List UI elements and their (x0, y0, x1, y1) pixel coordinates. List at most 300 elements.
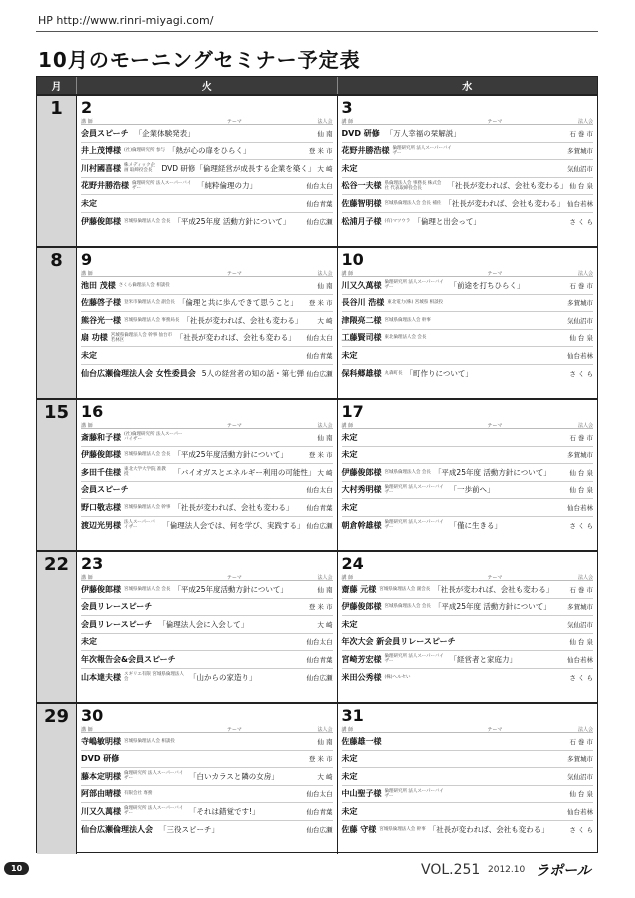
speaker-name: 会員スピーチ (81, 485, 129, 495)
chapter-col-label: 法人会 (317, 119, 333, 125)
seminar-theme: 「純粋倫理の力」 (197, 181, 257, 191)
speaker-affiliation: 宮城県倫理法人会 会長 (384, 604, 431, 610)
speaker-affiliation: 有限会社 専務 (124, 791, 153, 797)
site-url: HP http://www.rinri-miyagi.com/ (38, 14, 214, 27)
chapter-name: 仙台青葉 (306, 199, 333, 208)
chapter-name: 石 巻 市 (569, 129, 593, 138)
speaker-affiliation: (社)倫理研究所 参与 (124, 148, 165, 154)
seminar-row (81, 768, 333, 786)
header-wednesday: 水 (462, 82, 473, 93)
seminar-theme: 「平成25年度活動方針について」 (173, 584, 288, 594)
speaker-name: 未定 (341, 432, 358, 442)
seminar-row (81, 447, 333, 465)
speaker-name: 松浦月子様 (341, 216, 382, 226)
speaker-col-label: 講 師 (81, 575, 93, 581)
speaker-name: 未定 (81, 350, 97, 360)
speaker-name: 保科郷雄様 (341, 368, 382, 378)
chapter-col-label: 法人会 (577, 423, 593, 429)
speaker-name: 未定 (81, 198, 97, 208)
chapter-col-label: 法人会 (577, 271, 593, 277)
chapter-name: 大 崎 (317, 620, 333, 629)
speaker-affiliation: 丸森町長 (384, 370, 403, 376)
chapter-name: 仙 台 泉 (569, 468, 593, 477)
chapter-name: 仙台広瀬 (306, 521, 333, 530)
speaker-name: 伊藤俊郎様 (81, 584, 121, 594)
seminar-theme: 「社長が変われば、会社も変わる」 (444, 198, 565, 208)
seminar-theme: 「社長が変われば、会社も変わる」 (433, 584, 554, 594)
speaker-affiliation: 宮城県倫理法人会 幹事 (384, 317, 431, 323)
tuesday-cell (77, 704, 338, 854)
seminar-row (342, 821, 594, 839)
week-row (37, 550, 597, 702)
seminar-row (81, 464, 333, 482)
column-headers (81, 270, 333, 277)
seminar-row (342, 213, 594, 231)
seminar-row (81, 482, 333, 500)
seminar-row (81, 429, 333, 447)
week-row (37, 702, 597, 854)
speaker-name: 川又久萬様 (81, 806, 121, 816)
day-number: 9 (81, 250, 93, 269)
day-number: 3 (341, 98, 353, 117)
seminar-row (81, 669, 333, 687)
speaker-name: 阿部由晴様 (81, 789, 121, 799)
speaker-name: 宮崎芳宏様 (341, 654, 382, 664)
speaker-name: 未定 (341, 163, 358, 173)
monday-date: 22 (37, 552, 77, 702)
theme-col-label: テーマ (487, 271, 503, 277)
speaker-affiliation: 宮城県倫理法人会 事務局長 (124, 317, 180, 323)
speaker-name: 会員リレースピーチ (81, 602, 153, 612)
seminar-row (342, 429, 594, 447)
chapter-col-label: 法人会 (577, 119, 593, 125)
chapter-name: 仙台青葉 (306, 351, 333, 360)
speaker-name: 米田公秀様 (341, 672, 382, 682)
chapter-name: 多賀城市 (567, 299, 593, 308)
seminar-row (342, 195, 594, 213)
speaker-name: 年次報告会&会員スピーチ (81, 654, 176, 664)
chapter-name: 仙台若林 (567, 351, 593, 360)
seminar-row (81, 195, 333, 213)
chapter-name: 仙台若林 (567, 807, 593, 816)
speaker-col-label: 講 師 (81, 423, 93, 429)
speaker-name: 川村國喜様 (81, 163, 121, 173)
chapter-name: 仙 南 (317, 737, 333, 746)
speaker-affiliation: 東北倫理法人会 会長 (384, 335, 427, 341)
speaker-name: 齋藤 元様 (341, 584, 377, 594)
column-headers (342, 118, 594, 125)
seminar-theme: 「社長が変われば、会社も変わる」 (175, 333, 296, 343)
chapter-name: 仙 台 泉 (569, 334, 593, 343)
column-headers (342, 574, 594, 581)
day-number: 17 (341, 402, 364, 421)
speaker-name: 未定 (341, 619, 358, 629)
seminar-row (342, 599, 594, 617)
chapter-name: 気仙沼市 (567, 772, 593, 781)
wednesday-cell (338, 704, 598, 854)
wednesday-cell (338, 96, 598, 246)
chapter-name: 仙台若林 (567, 199, 593, 208)
speaker-name: 野口敬志様 (81, 502, 121, 512)
speaker-affiliation: 宮城県倫理法人会 会長 (124, 452, 171, 458)
theme-col-label: テーマ (226, 271, 242, 277)
speaker-col-label: 講 師 (81, 271, 93, 277)
seminar-row (342, 178, 594, 196)
chapter-name: 仙台広瀬 (306, 369, 333, 378)
seminar-row (342, 365, 594, 383)
speaker-name: 伊藤俊郎様 (81, 450, 121, 460)
seminar-row (342, 768, 594, 786)
theme-col-label: テーマ (487, 119, 503, 125)
speaker-affiliation: 株メディック企画 取締役会長 (124, 163, 156, 174)
speaker-name: 扇 功様 (81, 333, 108, 343)
chapter-name: 仙台太白 (306, 334, 333, 343)
speaker-name: 長谷川 浩様 (341, 298, 385, 308)
speaker-affiliation: 宮城県倫理法人会 会長 (384, 469, 431, 475)
speaker-name: 大村秀明様 (341, 485, 382, 495)
tuesday-cell (77, 248, 338, 398)
speaker-col-label: 講 師 (341, 727, 354, 733)
speaker-affiliation: (株)ヘルセい (384, 674, 411, 680)
speaker-col-label: 講 師 (341, 575, 354, 581)
speaker-name: 花野井勝浩様 (81, 181, 129, 191)
chapter-name: 登 米 市 (308, 299, 333, 308)
column-headers (81, 574, 333, 581)
seminar-theme: 「三役スピーチ」 (159, 824, 219, 834)
seminar-theme: 5人の経営者の知の話・第七弾 (201, 368, 305, 378)
monday-date: 1 (37, 96, 77, 246)
seminar-theme: 「平成25年度活動方針について」 (173, 450, 288, 460)
speaker-affiliation: (社)倫理研究所 法人スーパーバイザー (124, 432, 183, 443)
speaker-affiliation: 県倫理法人会 事務長 株式会社 代表取締役会長 (384, 180, 442, 191)
seminar-theme: 「社長が変われば、会社も変わる」 (428, 824, 549, 834)
seminar-row (81, 599, 333, 617)
chapter-name: 大 崎 (317, 468, 333, 477)
chapter-name: 仙 台 泉 (569, 790, 593, 799)
chapter-name: 仙 南 (317, 129, 333, 138)
chapter-name: 仙台青葉 (306, 655, 333, 664)
seminar-theme: 「それは錯覚です!」 (189, 806, 260, 816)
seminar-row (81, 277, 333, 295)
seminar-row (81, 786, 333, 804)
speaker-name: 山本達夫様 (81, 672, 121, 682)
speaker-name: 川又久萬様 (341, 280, 382, 290)
seminar-row (81, 143, 333, 161)
seminar-row (342, 803, 594, 821)
chapter-name: 気仙沼市 (567, 164, 593, 173)
speaker-name: 伊藤俊郎様 (341, 467, 382, 477)
chapter-name: 仙台広瀬 (306, 673, 333, 682)
seminar-row (81, 651, 333, 669)
volume-label: VOL.251 (421, 862, 481, 878)
chapter-name: 登 米 市 (308, 603, 333, 612)
day-number: 16 (81, 402, 104, 421)
seminar-theme: 「前途を打ちひらく」 (449, 280, 525, 290)
theme-col-label: テーマ (226, 119, 242, 125)
chapter-name: 登 米 市 (308, 755, 333, 764)
seminar-row (81, 634, 333, 652)
speaker-affiliation: 宮城県倫理法人会 副会長 (379, 586, 431, 592)
seminar-theme: 「熱が心の扉をひらく」 (167, 146, 251, 156)
seminar-theme: 「町作りについて」 (405, 368, 473, 378)
seminar-row (81, 581, 333, 599)
seminar-theme: 「平成25年度 活動方針について」 (433, 467, 551, 477)
chapter-col-label: 法人会 (317, 727, 333, 733)
seminar-row (81, 160, 333, 178)
chapter-name: 仙 台 泉 (569, 182, 593, 191)
speaker-name: 佐藤雄一様 (341, 736, 382, 746)
speaker-name: 伊藤俊郎様 (341, 602, 382, 612)
speaker-name: 花野井勝浩様 (341, 146, 390, 156)
speaker-affiliation: 登米市倫理法人会 副会長 (124, 300, 175, 306)
monday-date: 29 (37, 704, 77, 854)
tuesday-cell (77, 96, 338, 246)
issue-date: 2012.10 (488, 865, 526, 875)
speaker-affiliation: 宮城県倫理法人会 幹事 仙台市若林区 (110, 332, 173, 343)
column-headers (81, 422, 333, 429)
seminar-row (81, 616, 333, 634)
day-number: 23 (81, 554, 104, 573)
speaker-name: 津隈亮二様 (341, 315, 382, 325)
seminar-row (342, 517, 594, 535)
seminar-row (342, 669, 594, 687)
chapter-name: さ く ら (569, 521, 593, 530)
speaker-col-label: 講 師 (341, 423, 354, 429)
day-number: 31 (341, 706, 364, 725)
seminar-row (342, 277, 594, 295)
speaker-name: 池田 茂様 (81, 280, 116, 290)
speaker-name: 渡辺光男様 (81, 520, 121, 530)
speaker-name: 寺嶋敏明様 (81, 736, 121, 746)
seminar-row (342, 581, 594, 599)
chapter-name: 仙 南 (317, 281, 333, 290)
seminar-theme: 「山からの家造り」 (189, 672, 257, 682)
day-number: 24 (341, 554, 364, 573)
chapter-name: 仙台太白 (306, 486, 333, 495)
speaker-name: 未定 (341, 502, 358, 512)
seminar-theme: 「平成25年度 活動方針について」 (433, 602, 551, 612)
speaker-affiliation: 倫理研究所 法人スーパーバイザー (384, 520, 444, 531)
seminar-row (81, 213, 333, 231)
seminar-row (81, 733, 333, 751)
seminar-row (342, 634, 594, 652)
seminar-row (342, 330, 594, 348)
seminar-theme: 「社長が変われば、会社も変わる」 (447, 181, 568, 191)
column-headers (81, 118, 333, 125)
seminar-theme: DVD 研修「倫理経営が成長する企業を築く」 (161, 163, 316, 173)
header-month: 月 (37, 77, 77, 94)
speaker-name: 未定 (81, 637, 97, 647)
speaker-affiliation: 宮城県倫理法人会 幹事 (379, 826, 426, 832)
speaker-col-label: 講 師 (341, 119, 354, 125)
theme-col-label: テーマ (226, 423, 242, 429)
speaker-name: 仙台広瀬倫理法人会 女性委員会 (81, 368, 196, 378)
seminar-row (342, 347, 594, 365)
speaker-name: 佐藤智明様 (341, 198, 382, 208)
theme-col-label: テーマ (226, 727, 242, 733)
theme-col-label: テーマ (226, 575, 242, 581)
speaker-name: 未定 (341, 754, 358, 764)
chapter-name: 仙台青葉 (306, 503, 333, 512)
seminar-row (81, 365, 333, 383)
seminar-row (342, 447, 594, 465)
chapter-name: 仙台太白 (306, 790, 333, 799)
seminar-row (81, 751, 333, 769)
day-number: 2 (81, 98, 93, 117)
chapter-name: さ く ら (569, 369, 593, 378)
speaker-affiliation: 宮城県倫理法人会 相談役 (124, 738, 175, 744)
chapter-name: 仙 南 (317, 585, 333, 594)
speaker-name: 藤本定明様 (81, 771, 121, 781)
seminar-theme: 「一歩前へ」 (449, 485, 495, 495)
seminar-theme: 「平成25年度 活動方針について」 (173, 216, 291, 226)
speaker-affiliation: スギリエ有限 宮城県倫理法人会 (124, 672, 184, 683)
chapter-name: 仙 台 泉 (569, 638, 593, 647)
week-rows (37, 94, 597, 854)
chapter-name: 気仙沼市 (567, 620, 593, 629)
speaker-name: 仙台広瀬倫理法人会 (81, 824, 153, 834)
week-row (37, 398, 597, 550)
speaker-name: 中山聖子様 (341, 789, 382, 799)
chapter-name: 仙台青葉 (306, 807, 333, 816)
column-headers (81, 726, 333, 733)
seminar-theme: 「バイオガスとエネルギー利用の可能性」 (173, 467, 316, 477)
seminar-row (81, 178, 333, 196)
speaker-name: 朝倉幹雄様 (341, 520, 382, 530)
speaker-name: 未定 (341, 771, 358, 781)
tuesday-cell (77, 400, 338, 550)
seminar-theme: 「倫理と共に歩んできて思うこと」 (177, 298, 298, 308)
speaker-affiliation: (有)マツウラ (384, 218, 411, 224)
chapter-name: 仙台広瀬 (306, 825, 333, 834)
seminar-theme: 「倫理法人会では、何を学び、実践する」 (162, 520, 305, 530)
chapter-name: 大 崎 (317, 316, 333, 325)
seminar-theme: 「社長が変われば、会社も変わる」 (182, 315, 303, 325)
column-headers (342, 270, 594, 277)
chapter-name: 仙 台 泉 (569, 486, 593, 495)
seminar-theme: 「倫理と出会って」 (413, 216, 481, 226)
seminar-row (342, 499, 594, 517)
speaker-col-label: 講 師 (81, 727, 93, 733)
chapter-name: 石 巻 市 (569, 433, 593, 442)
seminar-row (81, 517, 333, 535)
speaker-affiliation: 宮城県倫理法人会 幹事 (124, 504, 171, 510)
speaker-col-label: 講 師 (81, 119, 93, 125)
week-row (37, 94, 597, 246)
speaker-affiliation: 倫理研究所 法人スーパーバイザー (384, 484, 444, 495)
speaker-name: 熊谷光一様 (81, 315, 121, 325)
chapter-name: さ く ら (569, 673, 593, 682)
seminar-row (81, 347, 333, 365)
page-title: 10月のモーニングセミナー予定表 (38, 48, 361, 72)
speaker-name: 未定 (341, 806, 358, 816)
seminar-row (342, 651, 594, 669)
chapter-name: 石 巻 市 (569, 585, 593, 594)
chapter-name: 仙台若林 (567, 655, 593, 664)
speaker-name: 井上茂博様 (81, 146, 121, 156)
speaker-affiliation: 宮城県倫理法人会 会長 (124, 586, 171, 592)
header-tuesday: 火 (77, 77, 338, 94)
speaker-name: 会員リレースピーチ (81, 619, 153, 629)
seminar-theme: 「企業体験発表」 (134, 128, 195, 138)
speaker-affiliation: 東北電力(株) 宮城県 相談役 (387, 300, 444, 306)
chapter-name: 仙台太白 (306, 182, 333, 191)
chapter-name: 仙台若林 (567, 503, 593, 512)
column-headers (342, 726, 594, 733)
seminar-theme: 「倫理法人会に入会して」 (158, 619, 249, 629)
seminar-row (342, 464, 594, 482)
speaker-name: 年次大会 新会員リレースピーチ (341, 637, 456, 647)
wednesday-cell (338, 400, 598, 550)
seminar-row (342, 295, 594, 313)
speaker-name: 工藤賢司様 (341, 333, 382, 343)
seminar-row (81, 330, 333, 348)
week-row (37, 246, 597, 398)
chapter-col-label: 法人会 (577, 727, 593, 733)
seminar-theme: 「僅に生きる」 (449, 520, 502, 530)
speaker-name: 会員スピーチ (81, 128, 129, 138)
seminar-theme: 「白いカラスと隣の女房」 (189, 771, 279, 781)
seminar-row (81, 499, 333, 517)
wednesday-cell (338, 248, 598, 398)
chapter-name: 石 巻 市 (569, 737, 593, 746)
seminar-row (342, 312, 594, 330)
chapter-name: 石 巻 市 (569, 281, 593, 290)
chapter-name: 大 崎 (317, 772, 333, 781)
chapter-name: 多賀城市 (567, 147, 593, 156)
chapter-col-label: 法人会 (317, 575, 333, 581)
chapter-name: 大 崎 (317, 164, 333, 173)
seminar-row (342, 616, 594, 634)
chapter-name: さ く ら (569, 217, 593, 226)
seminar-row (81, 295, 333, 313)
speaker-name: DVD 研修 (81, 754, 120, 764)
chapter-col-label: 法人会 (317, 423, 333, 429)
seminar-row (342, 751, 594, 769)
speaker-name: 多田千佳様 (81, 467, 121, 477)
theme-col-label: テーマ (487, 423, 503, 429)
speaker-affiliation: 倫理研究所 法人スーパーバイザー (384, 280, 444, 291)
seminar-row (342, 482, 594, 500)
magazine-name: ラポール (535, 863, 591, 879)
seminar-row (342, 786, 594, 804)
speaker-affiliation: 宮城県倫理法人会 会長 補佐 (384, 200, 442, 206)
speaker-col-label: 講 師 (341, 271, 354, 277)
day-number: 30 (81, 706, 104, 725)
seminar-row (342, 125, 594, 143)
wednesday-cell (338, 552, 598, 702)
speaker-name: 佐藤啓子様 (81, 298, 121, 308)
theme-col-label: テーマ (487, 575, 503, 581)
tuesday-cell (77, 552, 338, 702)
speaker-name: 伊藤俊郎様 (81, 216, 121, 226)
column-headers (342, 422, 594, 429)
speaker-name: DVD 研修 (341, 128, 380, 138)
header-rule (36, 31, 598, 32)
speaker-affiliation: 法人スーパーバイザー (124, 520, 155, 531)
chapter-name: 多賀城市 (567, 755, 593, 764)
theme-col-label: テーマ (487, 727, 503, 733)
seminar-theme: 「社長が変われば、会社も変わる」 (173, 502, 294, 512)
table-header (37, 77, 597, 94)
seminar-row (81, 803, 333, 821)
speaker-affiliation: さくら倫理法人会 相談役 (118, 282, 170, 288)
speaker-name: 佐藤 守様 (341, 824, 377, 834)
chapter-name: 登 米 市 (308, 147, 333, 156)
seminar-row (342, 143, 594, 161)
chapter-name: 仙 南 (317, 433, 333, 442)
chapter-name: 登 米 市 (308, 451, 333, 460)
